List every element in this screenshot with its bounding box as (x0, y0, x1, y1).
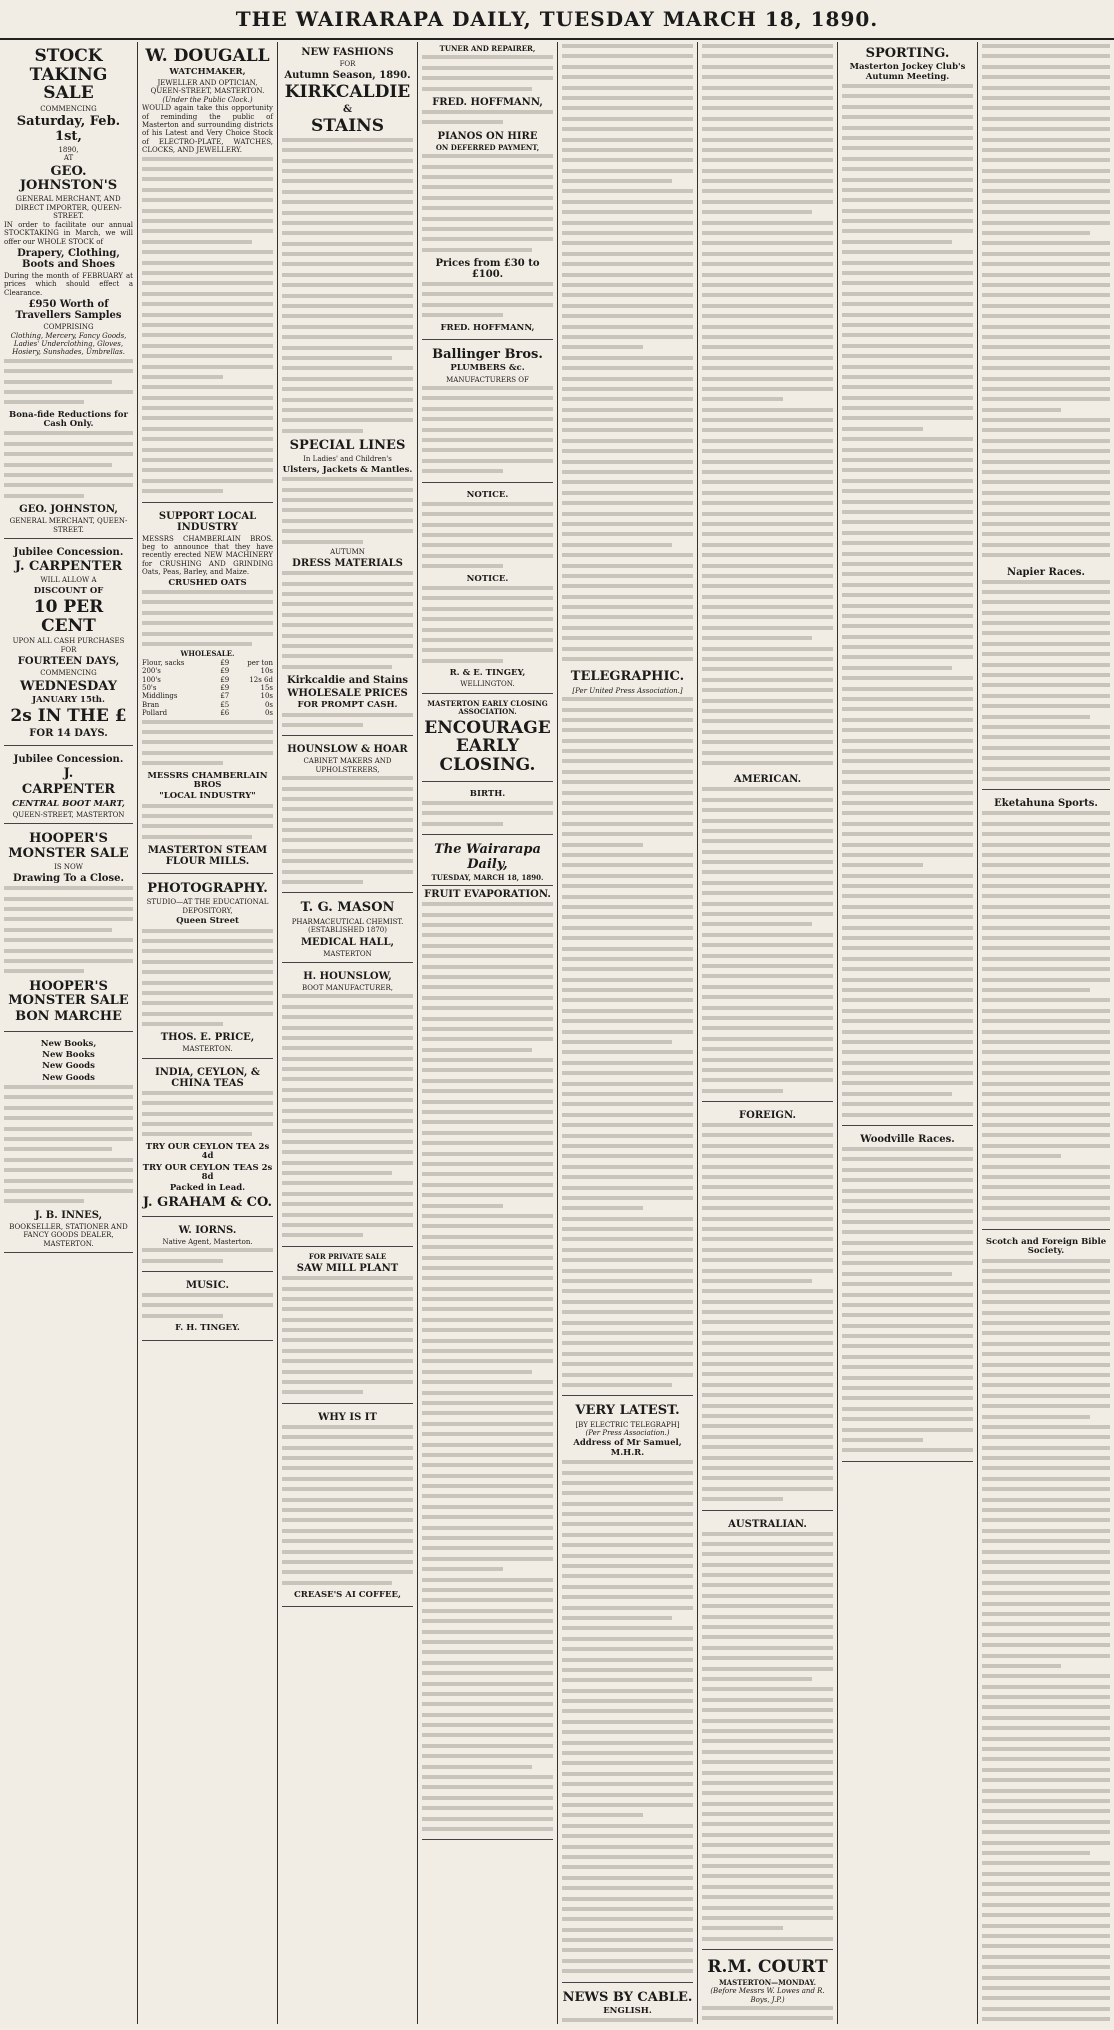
new-goods-2: New Goods (42, 1072, 95, 1083)
text-filler (142, 1091, 273, 1141)
graham-tea-ad (142, 1062, 273, 1217)
sporting-heading: SPORTING. (865, 46, 950, 61)
hooper-ad (4, 827, 133, 1031)
ceylon-offer-1: TRY OUR CEYLON TEA 2s 4d (145, 1141, 270, 1162)
rates-row (142, 676, 273, 684)
chamberlain-ad (142, 506, 273, 875)
drawing-close: Drawing To a Close. (13, 873, 124, 885)
is-now: IS NOW (54, 862, 83, 871)
for-label: FOR (60, 645, 77, 654)
studio-street: Queen Street (176, 916, 239, 927)
music-ad (142, 1275, 273, 1341)
comprising-label: COMPRISING (43, 323, 94, 332)
deferred-payment: ON DEFERRED PAYMENT, (435, 142, 540, 152)
tingey-sign: F. H. TINGEY. (175, 1323, 240, 1334)
signoff-sub: GENERAL MERCHANT, QUEEN-STREET. (9, 517, 128, 534)
text-filler (282, 713, 413, 732)
rates-cell: 10s (260, 667, 273, 676)
column-7 (838, 42, 978, 2024)
for-14-days: FOR 14 DAYS. (29, 727, 108, 739)
sporting-section (842, 42, 973, 1126)
at-label: AT (63, 154, 74, 163)
press-credit: [Per United Press Association.] (572, 686, 683, 695)
text-filler (422, 586, 553, 667)
early-closing-ad (422, 697, 553, 782)
woodville-heading: Woodville Races. (860, 1134, 955, 1146)
very-latest-heading: VERY LATEST. (575, 1403, 680, 1419)
carpenter-initial: J. (63, 765, 74, 781)
flour-mills: MASTERTON STEAM FLOUR MILLS. (147, 845, 268, 868)
hoffmann-name: FRED. HOFFMANN, (432, 96, 543, 108)
photo-heading: PHOTOGRAPHY. (147, 881, 268, 897)
manufacturers-label: MANUFACTURERS OF (446, 375, 529, 384)
text-filler (702, 44, 833, 769)
rates-cell: £9 (220, 667, 230, 676)
text-filler (4, 359, 133, 409)
boot-mart-address: QUEEN-STREET, MASTERTON (12, 810, 125, 819)
text-filler (982, 1259, 1110, 2024)
american-heading: AMERICAN. (733, 774, 802, 786)
text-filler (282, 1425, 413, 1589)
cash-heading: Bona-fide Reductions for Cash Only. (9, 409, 128, 430)
rates-cell: Bran (142, 700, 160, 709)
telegraph-credit: [BY ELECTRIC TELEGRAPH] (575, 1420, 680, 1429)
carpenter-boot-ad (4, 749, 133, 824)
tea-heading: INDIA, CEYLON, & CHINA TEAS (155, 1066, 260, 1089)
rates-row (142, 701, 273, 709)
crease-coffee-ad (282, 1407, 413, 1608)
text-filler (702, 1123, 833, 1505)
text-filler (422, 55, 553, 95)
text-filler (842, 84, 973, 1121)
masterton-label: MASTERTON (323, 949, 372, 958)
ballinger-ad (422, 343, 553, 483)
crease-coffee: CREASE'S AI COFFEE, (294, 1590, 401, 1601)
cable-section (562, 1986, 693, 2024)
rates-row (142, 667, 273, 675)
prompt-cash: FOR PROMPT CASH. (297, 700, 398, 711)
tingey-name: R. & E. TINGEY, (449, 668, 526, 679)
fashions-heading: NEW FASHIONS (301, 47, 394, 58)
rates-cell: Pollard (142, 709, 168, 718)
text-filler (142, 1248, 273, 1267)
ballinger-name: Ballinger Bros. (432, 346, 543, 362)
shop-subtitle: GENERAL MERCHANT, AND DIRECT IMPORTER, QUEEN-STREET. (15, 195, 122, 221)
napier-section (982, 562, 1110, 791)
birth-heading: BIRTH. (469, 788, 506, 799)
wholesale-prices: WHOLESALE PRICES (287, 688, 408, 700)
jockey-club-heading: Masterton Jockey Club's Autumn Meeting. (849, 62, 966, 82)
commencing-label: COMMENCING (40, 105, 97, 114)
two-shillings-line: 2s IN THE £ (10, 706, 127, 727)
text-filler (422, 110, 553, 129)
text-filler (702, 2006, 833, 2024)
napier-heading: Napier Races. (1006, 566, 1086, 578)
stains-name: STAINS (311, 116, 384, 137)
text-filler (142, 804, 273, 844)
new-books-2: New Books (42, 1050, 95, 1060)
sale-year: 1890, (58, 146, 79, 155)
text-filler (142, 1293, 273, 1322)
encourage-heading: ENCOURAGE EARLY CLOSING. (424, 717, 551, 776)
jubilee-heading: Jubilee Concession. (13, 546, 124, 558)
innes-ad (4, 1035, 133, 1253)
hounslow-hoar-name: HOUNSLOW & HOAR (287, 744, 408, 756)
text-filler (562, 44, 693, 665)
hooper-heading-2: HOOPER'S MONSTER SALE (8, 978, 129, 1009)
boot-manufacturer: BOOT MANUFACTURER, (302, 983, 393, 992)
eketahuna-heading: Eketahuna Sports. (994, 798, 1098, 810)
divider (422, 885, 553, 886)
rates-table (142, 659, 273, 718)
text-filler (282, 571, 413, 673)
signoff-name: GEO. JOHNSTON, (19, 504, 118, 516)
start-day: WEDNESDAY (20, 678, 117, 694)
bible-heading: Scotch and Foreign Bible Society. (985, 1236, 1107, 1257)
rates-cell: Flour, sacks (142, 658, 185, 667)
season-heading: Autumn Season, 1890. (284, 70, 411, 82)
mason-chemist-ad (282, 896, 413, 963)
brothers-name: MESSRS CHAMBERLAIN BROS (147, 770, 268, 790)
mason-name: T. G. MASON (300, 900, 395, 916)
column-5 (558, 42, 698, 2024)
crushed-oats: CRUSHED OATS (168, 577, 247, 588)
kirkcaldie-fashions-ad (282, 42, 413, 736)
rates-row (142, 659, 273, 667)
rates-cell: 200's (142, 667, 161, 676)
column-8 (978, 42, 1114, 2024)
text-filler (142, 590, 273, 650)
text-filler (982, 44, 1110, 562)
text-filler (4, 1085, 133, 1208)
rates-cell: £9 (220, 675, 230, 684)
telegraphic-section (562, 665, 693, 1396)
new-books-1: New Books, (40, 1038, 97, 1049)
will-allow: WILL ALLOW A (40, 576, 97, 585)
foreign-section (702, 1105, 833, 1510)
rates-cell: £6 (220, 709, 230, 718)
rates-cell: 15s (260, 683, 273, 692)
sale-body-2: During the month of FEBRUARY at prices which should effect a Clearance. (4, 271, 133, 297)
autumn-label: AUTUMN (330, 547, 365, 556)
text-filler (422, 801, 553, 830)
dougall-trade: WATCHMAKER, (169, 66, 246, 77)
court-subheading: MASTERTON—MONDAY. (718, 1977, 817, 1987)
hounslow-name: H. HOUNSLOW, (303, 970, 392, 982)
rates-row (142, 709, 273, 717)
hoffmann-sign: FRED. HOFFMANN, (440, 322, 535, 333)
ampersand: & (342, 104, 353, 116)
rates-cell: per ton (247, 658, 273, 667)
studio-line: STUDIO—AT THE EDUCATIONAL DEPOSITORY, (146, 898, 269, 915)
items-line: Clothing, Mercery, Fancy Goods, Ladies' Underclothing, Gloves, Hosiery, Sunshades, Umbrellas. (10, 331, 127, 357)
births-notice (422, 785, 553, 836)
for-label: FOR (339, 60, 356, 68)
closing-association: MASTERTON EARLY CLOSING ASSOCIATION. (427, 698, 548, 717)
rates-cell: 100's (142, 675, 161, 684)
notice-heading: NOTICE. (466, 489, 509, 500)
tuner-label: TUNER AND REPAIRER, (439, 44, 536, 53)
piano-prices: Prices from £30 to £100. (435, 258, 540, 281)
rates-cell: Middlings (142, 692, 178, 701)
special-lines: SPECIAL LINES (289, 438, 406, 454)
text-filler (142, 929, 273, 1031)
commencing-label-2: COMMENCING (40, 669, 97, 678)
stocktaking-heading: STOCK TAKING SALE (29, 46, 108, 104)
text-filler (4, 431, 133, 502)
english-heading: ENGLISH. (603, 2005, 652, 2016)
text-filler (702, 787, 833, 1097)
established: (ESTABLISHED 1870) (308, 926, 387, 935)
hounslow-hoar-ad (282, 739, 413, 893)
dress-materials: DRESS MATERIALS (292, 558, 403, 570)
carpenter-name: J. CARPENTER (14, 558, 123, 574)
text-filler (142, 720, 273, 770)
carpenter-discount-ad (4, 542, 133, 746)
johnston-stocktaking-ad (4, 42, 133, 539)
dougall-trade-2: JEWELLER AND OPTICIAN, (157, 79, 258, 88)
tingey-town: WELLINGTON. (460, 680, 515, 689)
rates-row (142, 692, 273, 700)
dougall-ad (142, 42, 273, 503)
foreign-heading: FOREIGN. (739, 1110, 796, 1122)
address-heading: Address of Mr Samuel, M.H.R. (573, 1438, 682, 1458)
rates-cell: £9 (220, 658, 230, 667)
cabinet-makers: CABINET MAKERS AND UPHOLSTERERS, (303, 757, 392, 774)
sale-body: IN order to facilitate our annual STOCKTAKING in March, we will offer our WHOLE STOCK of (4, 220, 133, 246)
text-filler (982, 580, 1110, 786)
text-filler (422, 386, 553, 478)
text-filler (422, 902, 553, 1835)
chemist-label: PHARMACEUTICAL CHEMIST. (291, 917, 404, 926)
column-4 (418, 42, 558, 2024)
discount-percent: 10 PER CENT (33, 596, 104, 636)
iorns-sub: Native Agent, Masterton. (162, 1237, 253, 1246)
new-goods-1: New Goods (42, 1061, 95, 1072)
goods-line: Drapery, Clothing, Boots and Shoes (17, 247, 120, 270)
text-filler (562, 697, 693, 1391)
why-heading: WHY IS IT (318, 1411, 377, 1423)
rates-cell: £7 (220, 692, 230, 701)
innes-sub: BOOKSELLER, STATIONER AND FANCY GOODS DEALER, MASTERTON. (9, 1222, 128, 1248)
eketahuna-section (982, 793, 1110, 1230)
cable-heading: NEWS BY CABLE. (562, 1989, 693, 2005)
bible-society-section (982, 1233, 1110, 2024)
shop-name: GEO. JOHNSTON'S (19, 163, 118, 194)
samples-line: £950 Worth of Travellers Samples (15, 299, 122, 322)
australian-heading: AUSTRALIAN. (728, 1518, 807, 1530)
text-filler (422, 282, 553, 322)
press-credit-2: (Per Press Association.) (585, 1429, 670, 1438)
rates-cell: £5 (220, 700, 230, 709)
text-filler (562, 1460, 693, 1978)
price-town: MASTERTON. (182, 1045, 233, 1054)
fourteen-days: FOURTEEN DAYS, (17, 656, 120, 668)
telegraphic-heading: TELEGRAPHIC. (570, 669, 685, 685)
hoffmann-ad (422, 42, 553, 340)
text-filler (982, 811, 1110, 1225)
plumbers-label: PLUMBERS &c. (450, 363, 525, 374)
hounslow-boot-ad (282, 966, 413, 1247)
ulsters-line: Ulsters, Jackets & Mantles. (282, 464, 413, 475)
text-filler (282, 138, 413, 437)
notice-heading-2: NOTICE. (466, 573, 509, 584)
editorial-masthead: The Wairarapa Daily, (434, 842, 541, 872)
column-6 (698, 42, 838, 2024)
editorial-date: TUESDAY, MARCH 18, 1890. (431, 872, 544, 882)
sale-date: Saturday, Feb. 1st, (16, 114, 121, 144)
rates-cell: 50's (142, 683, 157, 692)
start-date: JANUARY 15th. (32, 694, 105, 705)
rates-title: WHOLESALE. (180, 649, 235, 659)
text-filler (282, 776, 413, 888)
price-name: THOS. E. PRICE, (160, 1032, 255, 1044)
price-photo-ad (142, 877, 273, 1059)
local-industry: "LOCAL INDUSTRY" (159, 791, 256, 802)
packed-in-lead: Packed in Lead. (169, 1183, 246, 1194)
column-3 (278, 42, 418, 2024)
jubilee-heading-2: Jubilee Concession. (13, 753, 124, 765)
innes-name: J. B. INNES, (34, 1209, 103, 1221)
iorns-ad (142, 1220, 273, 1272)
support-heading: SUPPORT LOCAL INDUSTRY (158, 510, 257, 533)
hooper-heading: HOOPER'S MONSTER SALE (8, 831, 129, 861)
ladies-line: In Ladies' and Children's (303, 455, 392, 464)
text-filler (562, 2018, 693, 2024)
rates-cell: 0s (264, 700, 273, 709)
iorns-name: W. IORNS. (178, 1224, 237, 1236)
private-sale: FOR PRIVATE SALE (308, 1251, 387, 1261)
dougall-name: W. DOUGALL (145, 46, 270, 66)
court-heading: R.M. COURT (707, 1957, 828, 1978)
editorial-section (422, 838, 553, 1840)
text-filler (4, 886, 133, 978)
text-filler (842, 1147, 973, 1457)
bon-marche: BON MARCHE (15, 1009, 122, 1025)
kirkcaldie-name-2: Kirkcaldie and Stains (287, 675, 408, 687)
kirkcaldie-name: KIRKCALDIE (284, 82, 411, 103)
boot-mart: CENTRAL BOOT MART, (12, 798, 125, 809)
dougall-street: QUEEN-STREET, MASTERTON. (150, 87, 265, 96)
text-filler (282, 1276, 413, 1399)
rates-cell: £9 (220, 683, 230, 692)
woodville-section (842, 1129, 973, 1462)
graham-name: J. GRAHAM & CO. (142, 1194, 273, 1210)
newspaper-masthead: THE WAIRARAPA DAILY, TUESDAY MARCH 18, 1890. (0, 0, 1114, 40)
sawmill-ad (282, 1250, 413, 1404)
carpenter-name-2: CARPENTER (21, 782, 116, 798)
rates-cell: 0s (264, 709, 273, 718)
upon-label: UPON ALL CASH PURCHASES (12, 637, 125, 646)
column-2 (138, 42, 278, 2024)
column-1 (0, 42, 138, 2024)
text-filler (422, 154, 553, 256)
dougall-under: (Under the Public Clock.) (162, 95, 253, 104)
ceylon-offer-2: TRY OUR CEYLON TEAS 2s 8d (142, 1162, 273, 1182)
rates-row (142, 684, 273, 692)
australian-section (702, 1514, 833, 1951)
discount-label: DISCOUNT OF (33, 585, 104, 596)
rates-cell: 10s (260, 692, 273, 701)
dougall-body: WOULD again take this opportunity of reminding the public of Masterton and surrounding districts of his Latest and Very Choice Stock of ELECTRO-PLATE, WATCHES, CLOCKS, AND JEWELLERY. (142, 104, 273, 155)
court-magistrates: (Before Messrs W. Lowes and R. Boys, J.P.) (710, 1987, 825, 2004)
music-heading: MUSIC. (186, 1280, 229, 1292)
text-filler (702, 1532, 833, 1946)
text-filler (282, 994, 413, 1241)
text-filler (142, 157, 273, 498)
chamberlain-body: MESSRS CHAMBERLAIN BROS. beg to announce that they have recently erected NEW MACHINERY for CRUSHING AND GRINDING Oats, Peas, Barley, and Maize. (142, 534, 273, 577)
rates-cell: 12s 6d (249, 675, 273, 684)
sawmill-heading: SAW MILL PLANT (296, 1263, 399, 1275)
very-latest-section (562, 1399, 693, 1982)
american-section (702, 769, 833, 1102)
medical-hall: MEDICAL HALL, (300, 936, 395, 948)
court-section (702, 1953, 833, 2024)
fruit-heading: FRUIT EVAPORATION. (424, 889, 551, 901)
text-filler (282, 477, 413, 548)
notice-ad (422, 486, 553, 694)
text-filler (422, 502, 553, 573)
pianos-hire: PIANOS ON HIRE (437, 130, 538, 142)
